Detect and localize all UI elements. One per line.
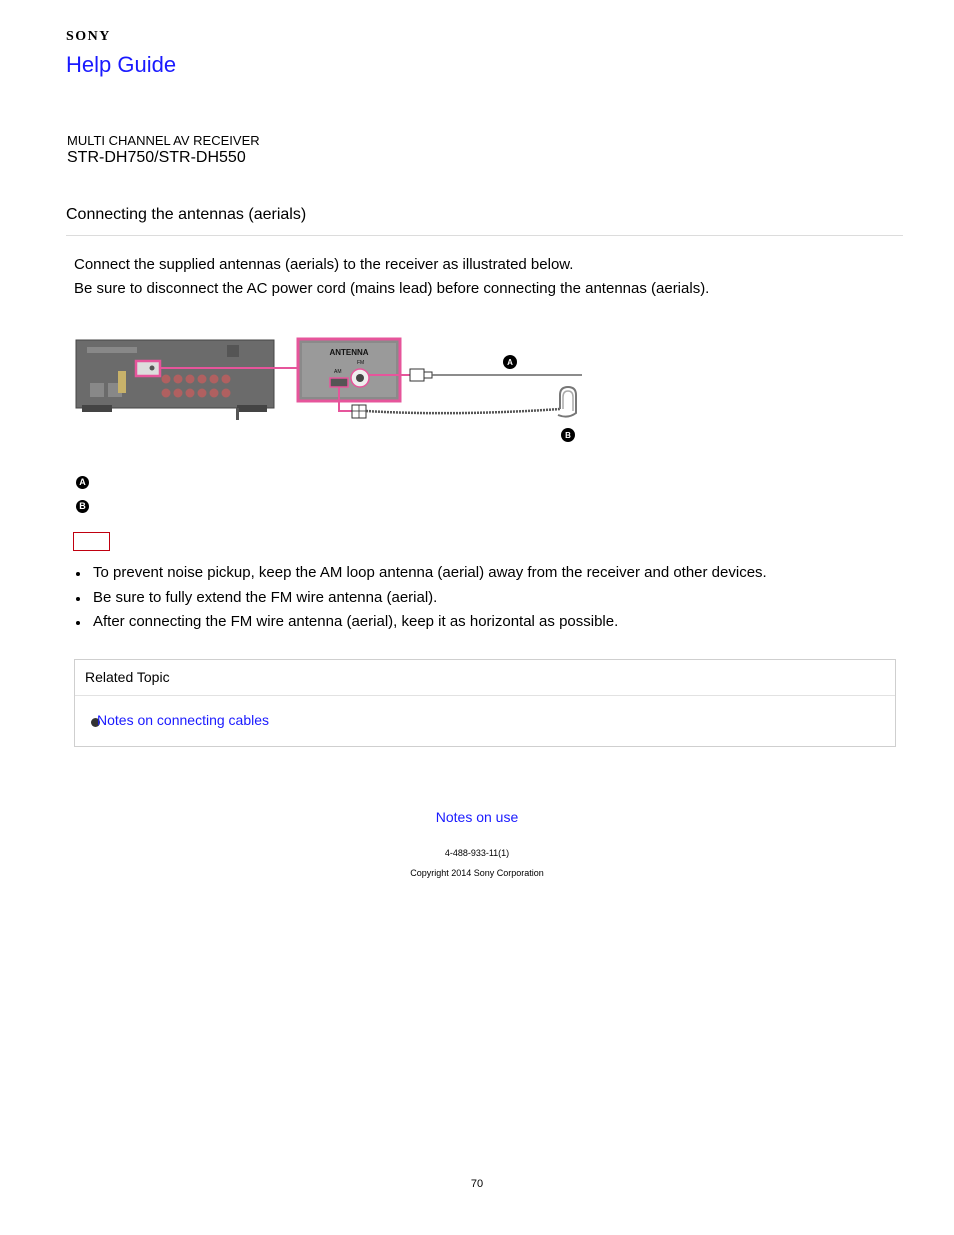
list-item: To prevent noise pickup, keep the AM loop antenna (aerial) away from the receiver and other devices.	[74, 561, 767, 586]
antenna-connection-diagram	[72, 335, 592, 450]
antenna-panel-zoom	[298, 339, 400, 401]
list-item: After connecting the FM wire antenna (aerial), keep it as horizontal as possible.	[74, 610, 767, 635]
product-category: MULTI CHANNEL AV RECEIVER	[67, 133, 260, 148]
link-notes-on-use	[0, 809, 954, 825]
am-label: AM	[334, 369, 342, 375]
page-number: 70	[470, 1178, 484, 1190]
related-topic-box	[74, 659, 896, 747]
title-divider	[66, 235, 903, 236]
help-guide-title[interactable]: Help Guide	[66, 52, 177, 77]
legend-item-a	[76, 470, 97, 494]
callout-a: A	[507, 358, 513, 367]
note-tag	[73, 532, 110, 551]
legend-badge-b: B	[76, 500, 89, 513]
related-topic-heading: Related Topic	[75, 660, 895, 696]
notes-on-use-link[interactable]: Notes on use	[435, 809, 519, 825]
fm-label: FM	[357, 360, 365, 366]
sony-logo: SONY	[66, 29, 111, 44]
list-item: Be sure to fully extend the FM wire antenna (aerial).	[74, 586, 767, 611]
legend-item-b	[76, 494, 97, 518]
document-id: 4-488-933-11(1)	[444, 848, 510, 858]
note-bullets	[74, 561, 767, 635]
intro-text	[74, 253, 709, 301]
product-model: STR-DH750/STR-DH550	[67, 149, 246, 166]
intro-line-1: Connect the supplied antennas (aerials) to the receiver as illustrated below.	[74, 256, 574, 273]
legend-badge-a: A	[76, 476, 89, 489]
legend	[76, 470, 97, 518]
antenna-panel-label: ANTENNA	[329, 348, 369, 357]
copyright: Copyright 2014 Sony Corporation	[410, 868, 544, 878]
intro-line-2: Be sure to disconnect the AC power cord (mains lead) before connecting the antennas (aerials).	[74, 280, 710, 297]
link-notes-on-connecting-cables[interactable]: Notes on connecting cables	[97, 712, 269, 728]
receiver-rear-panel	[76, 340, 274, 420]
page-title: Connecting the antennas (aerials)	[66, 206, 307, 223]
callout-b: B	[565, 431, 571, 440]
